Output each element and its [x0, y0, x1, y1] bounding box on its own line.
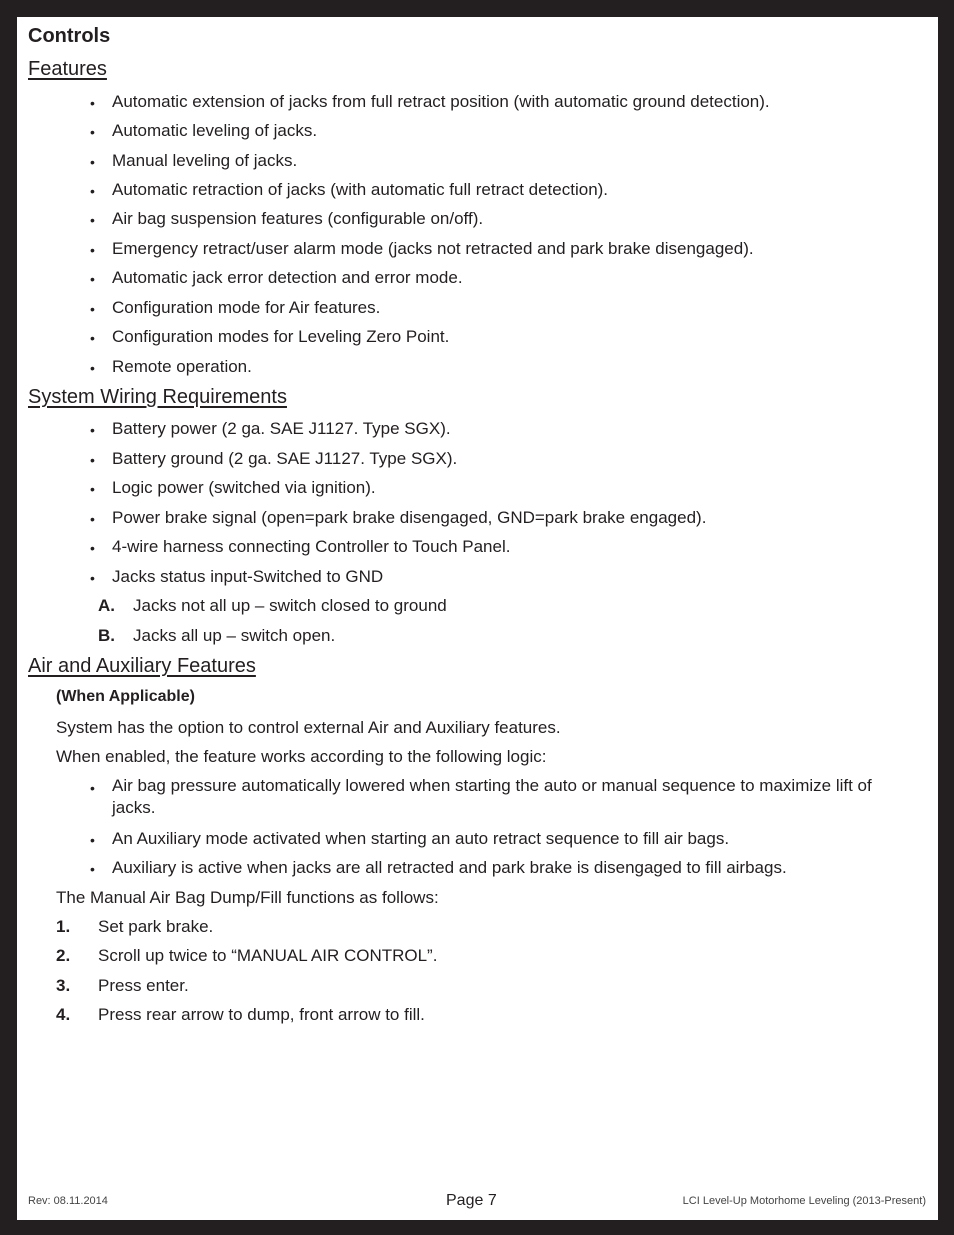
sub-item-marker: A.: [98, 596, 115, 615]
bullet-icon: •: [90, 124, 95, 140]
features-item-1: Automatic extension of jacks from full retract position (with automatic ground detection).: [112, 92, 770, 111]
step-number: 2.: [56, 946, 71, 965]
bullet-icon: •: [90, 780, 95, 796]
air-item-3: Auxiliary is active when jacks are all retracted and park brake is disengaged to fill airbags.: [112, 858, 787, 877]
step-number: 1.: [56, 917, 71, 936]
air-heading: Air and Auxiliary Features: [28, 655, 256, 677]
bullet-icon: •: [90, 861, 95, 877]
step-text: Press enter.: [98, 976, 189, 995]
wiring-item-4: Power brake signal (open=park brake disengaged, GND=park brake engaged).: [112, 508, 707, 527]
wiring-item-1: Battery power (2 ga. SAE J1127. Type SGX).: [112, 419, 451, 438]
sub-item-text: Jacks all up – switch open.: [133, 626, 336, 645]
features-item-6: Emergency retract/user alarm mode (jacks not retracted and park brake disengaged).: [112, 239, 754, 258]
bullet-icon: •: [90, 154, 95, 170]
step-number: 4.: [56, 1005, 71, 1024]
document-page: [17, 17, 938, 1220]
page-title: Controls: [28, 25, 111, 47]
features-item-10: Remote operation.: [112, 357, 252, 376]
step-text: Press rear arrow to dump, front arrow to fill.: [98, 1005, 425, 1024]
step-number: 3.: [56, 976, 71, 995]
wiring-item-3: Logic power (switched via ignition).: [112, 478, 376, 497]
step-text: Set park brake.: [98, 917, 214, 936]
bullet-icon: •: [90, 360, 95, 376]
features-item-7: Automatic jack error detection and error mode.: [112, 268, 463, 287]
footer-page-number: Page 7: [446, 1192, 497, 1209]
bullet-icon: •: [90, 95, 95, 111]
features-item-8: Configuration mode for Air features.: [112, 298, 381, 317]
wiring-item-5: 4-wire harness connecting Controller to Touch Panel.: [112, 537, 511, 556]
bullet-icon: •: [90, 271, 95, 287]
wiring-item-2: Battery ground (2 ga. SAE J1127. Type SGX).: [112, 449, 458, 468]
bullet-icon: •: [90, 570, 95, 586]
wiring-heading: System Wiring Requirements: [28, 386, 287, 408]
features-heading: Features: [28, 58, 107, 80]
features-item-3: Manual leveling of jacks.: [112, 151, 298, 170]
air-item-1: Air bag pressure automatically lowered when starting the auto or manual sequence to maximize lift of jacks.: [112, 776, 872, 817]
air-paragraph-2: When enabled, the feature works according to the following logic:: [56, 747, 547, 766]
bullet-icon: •: [90, 540, 95, 556]
bullet-icon: •: [90, 832, 95, 848]
footer-revision: Rev: 08.11.2014: [28, 1195, 108, 1207]
sub-item-text: Jacks not all up – switch closed to ground: [133, 596, 447, 615]
bullet-icon: •: [90, 330, 95, 346]
bullet-icon: •: [90, 301, 95, 317]
air-paragraph-3: The Manual Air Bag Dump/Fill functions as follows:: [56, 888, 439, 907]
applicable-note: (When Applicable): [56, 688, 195, 705]
features-item-5: Air bag suspension features (configurable on/off).: [112, 209, 484, 228]
features-item-4: Automatic retraction of jacks (with automatic full retract detection).: [112, 180, 609, 199]
features-item-2: Automatic leveling of jacks.: [112, 121, 318, 140]
bullet-icon: •: [90, 183, 95, 199]
air-item-2: An Auxiliary mode activated when starting an auto retract sequence to fill air bags.: [112, 829, 730, 848]
bullet-icon: •: [90, 481, 95, 497]
bullet-icon: •: [90, 212, 95, 228]
bullet-icon: •: [90, 452, 95, 468]
bullet-icon: •: [90, 242, 95, 258]
bullet-icon: •: [90, 511, 95, 527]
sub-item-marker: B.: [98, 626, 115, 645]
bullet-icon: •: [90, 422, 95, 438]
footer-document-title: LCI Level-Up Motorhome Leveling (2013-Present): [682, 1195, 926, 1207]
wiring-item-6: Jacks status input-Switched to GND: [112, 567, 384, 586]
features-item-9: Configuration modes for Leveling Zero Point.: [112, 327, 450, 346]
air-paragraph-1: System has the option to control external Air and Auxiliary features.: [56, 718, 561, 737]
step-text: Scroll up twice to “MANUAL AIR CONTROL”.: [98, 946, 438, 965]
